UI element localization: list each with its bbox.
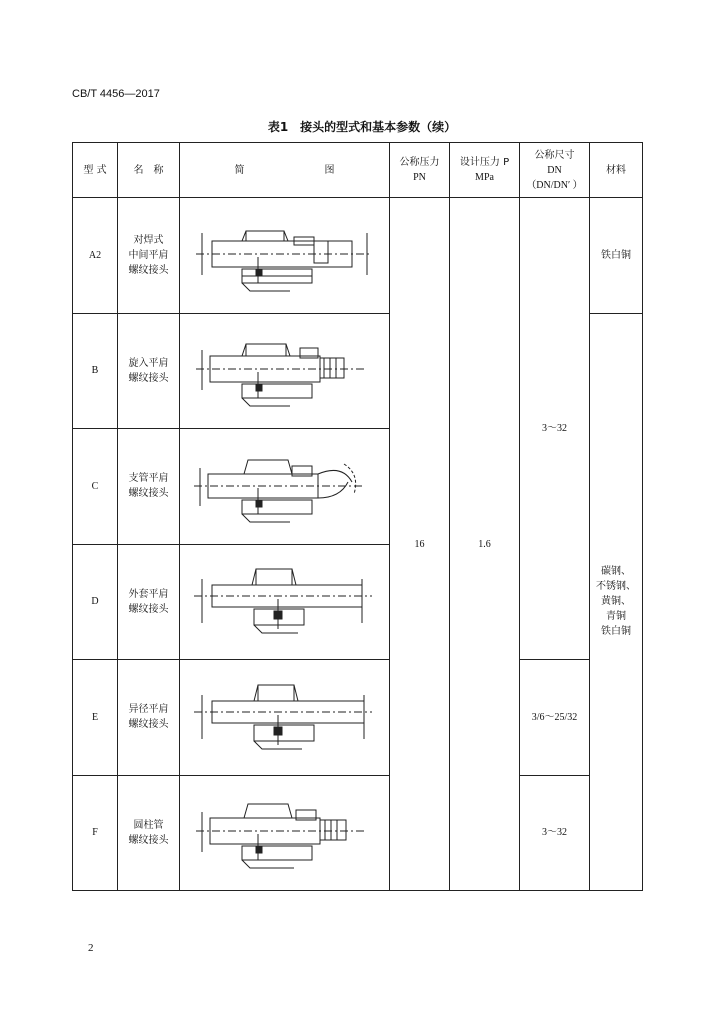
pn-value-cell: 16: [390, 198, 450, 891]
col-header-dn: [520, 143, 590, 198]
dn-value-cell-e: 3/6～25/32: [520, 660, 590, 776]
table-row: [73, 775, 643, 891]
figure-cell: [180, 544, 390, 660]
joint-drawing-f: [192, 790, 377, 875]
type-cell: F: [73, 775, 118, 891]
table-header-row: [73, 143, 643, 198]
type-cell: A2: [73, 198, 118, 314]
name-cell: [118, 198, 180, 314]
type-cell: B: [73, 313, 118, 429]
name-line: 螺纹接头: [128, 719, 169, 731]
material-line: 黄铜、: [601, 596, 631, 608]
name-line: 螺纹接头: [128, 372, 169, 384]
name-line: 外套平肩: [128, 588, 169, 600]
type-cell: E: [73, 660, 118, 776]
p-header-line2: MPa: [475, 172, 494, 183]
page-number: 2: [88, 942, 94, 954]
dn-value-cell: 3～32: [520, 198, 590, 660]
material-line: 青铜: [606, 611, 626, 623]
material-line: 铁白铜: [601, 626, 631, 638]
material-line: 碳钢、: [601, 566, 631, 578]
design-pressure-value-cell: 1.6: [450, 198, 520, 891]
joint-drawing-a2: [192, 213, 377, 298]
joint-drawing-d: [192, 559, 377, 644]
dn-header-line1: 公称尺寸: [534, 149, 575, 161]
table-row: [73, 660, 643, 776]
standard-code: CB/T 4456—2017: [72, 88, 160, 100]
pn-header-line2: PN: [413, 172, 426, 183]
name-cell: [118, 775, 180, 891]
col-header-name: 名 称: [118, 143, 180, 198]
joint-drawing-c: [192, 444, 377, 529]
name-cell: [118, 660, 180, 776]
figure-cell: [180, 775, 390, 891]
figure-cell: [180, 313, 390, 429]
name-line: 支管平肩: [128, 473, 169, 485]
joint-spec-table: [72, 142, 643, 891]
col-header-material: 材料: [590, 143, 643, 198]
dn-header-line2: DN: [547, 164, 562, 176]
name-line: 异径平肩: [128, 704, 169, 716]
figure-cell: [180, 429, 390, 545]
name-line: 中间平肩: [128, 249, 169, 261]
p-header-line1: 设计压力 P: [459, 157, 510, 168]
name-line: 对焊式: [133, 234, 164, 246]
pn-header-line1: 公称压力: [399, 157, 440, 168]
col-header-figure: 简 图: [180, 143, 390, 198]
type-cell: C: [73, 429, 118, 545]
col-header-design-pressure: [450, 143, 520, 198]
figure-cell: [180, 198, 390, 314]
name-line: 螺纹接头: [128, 264, 169, 276]
joint-drawing-b: [192, 328, 377, 413]
name-line: 圆柱管: [133, 819, 164, 831]
caption-title: 接头的型式和基本参数（续）: [300, 120, 457, 134]
name-cell: [118, 544, 180, 660]
dn-header-line3: （DN/DN′ ）: [526, 179, 583, 191]
name-line: 旋入平肩: [128, 357, 169, 369]
table-row: [73, 198, 643, 314]
name-cell: [118, 429, 180, 545]
material-cell-a2: 铁白铜: [590, 198, 643, 314]
name-line: 螺纹接头: [128, 834, 169, 846]
dn-value-cell-f: 3～32: [520, 775, 590, 891]
caption-number: 表1: [267, 120, 289, 134]
table-caption: [0, 118, 724, 135]
material-cell-others: [590, 313, 643, 891]
col-header-pn: [390, 143, 450, 198]
material-line: 不锈钢、: [596, 581, 636, 593]
figure-cell: [180, 660, 390, 776]
joint-drawing-e: [192, 675, 377, 760]
name-line: 螺纹接头: [128, 603, 169, 615]
name-cell: [118, 313, 180, 429]
type-cell: D: [73, 544, 118, 660]
name-line: 螺纹接头: [128, 488, 169, 500]
col-header-type: 型 式: [73, 143, 118, 198]
